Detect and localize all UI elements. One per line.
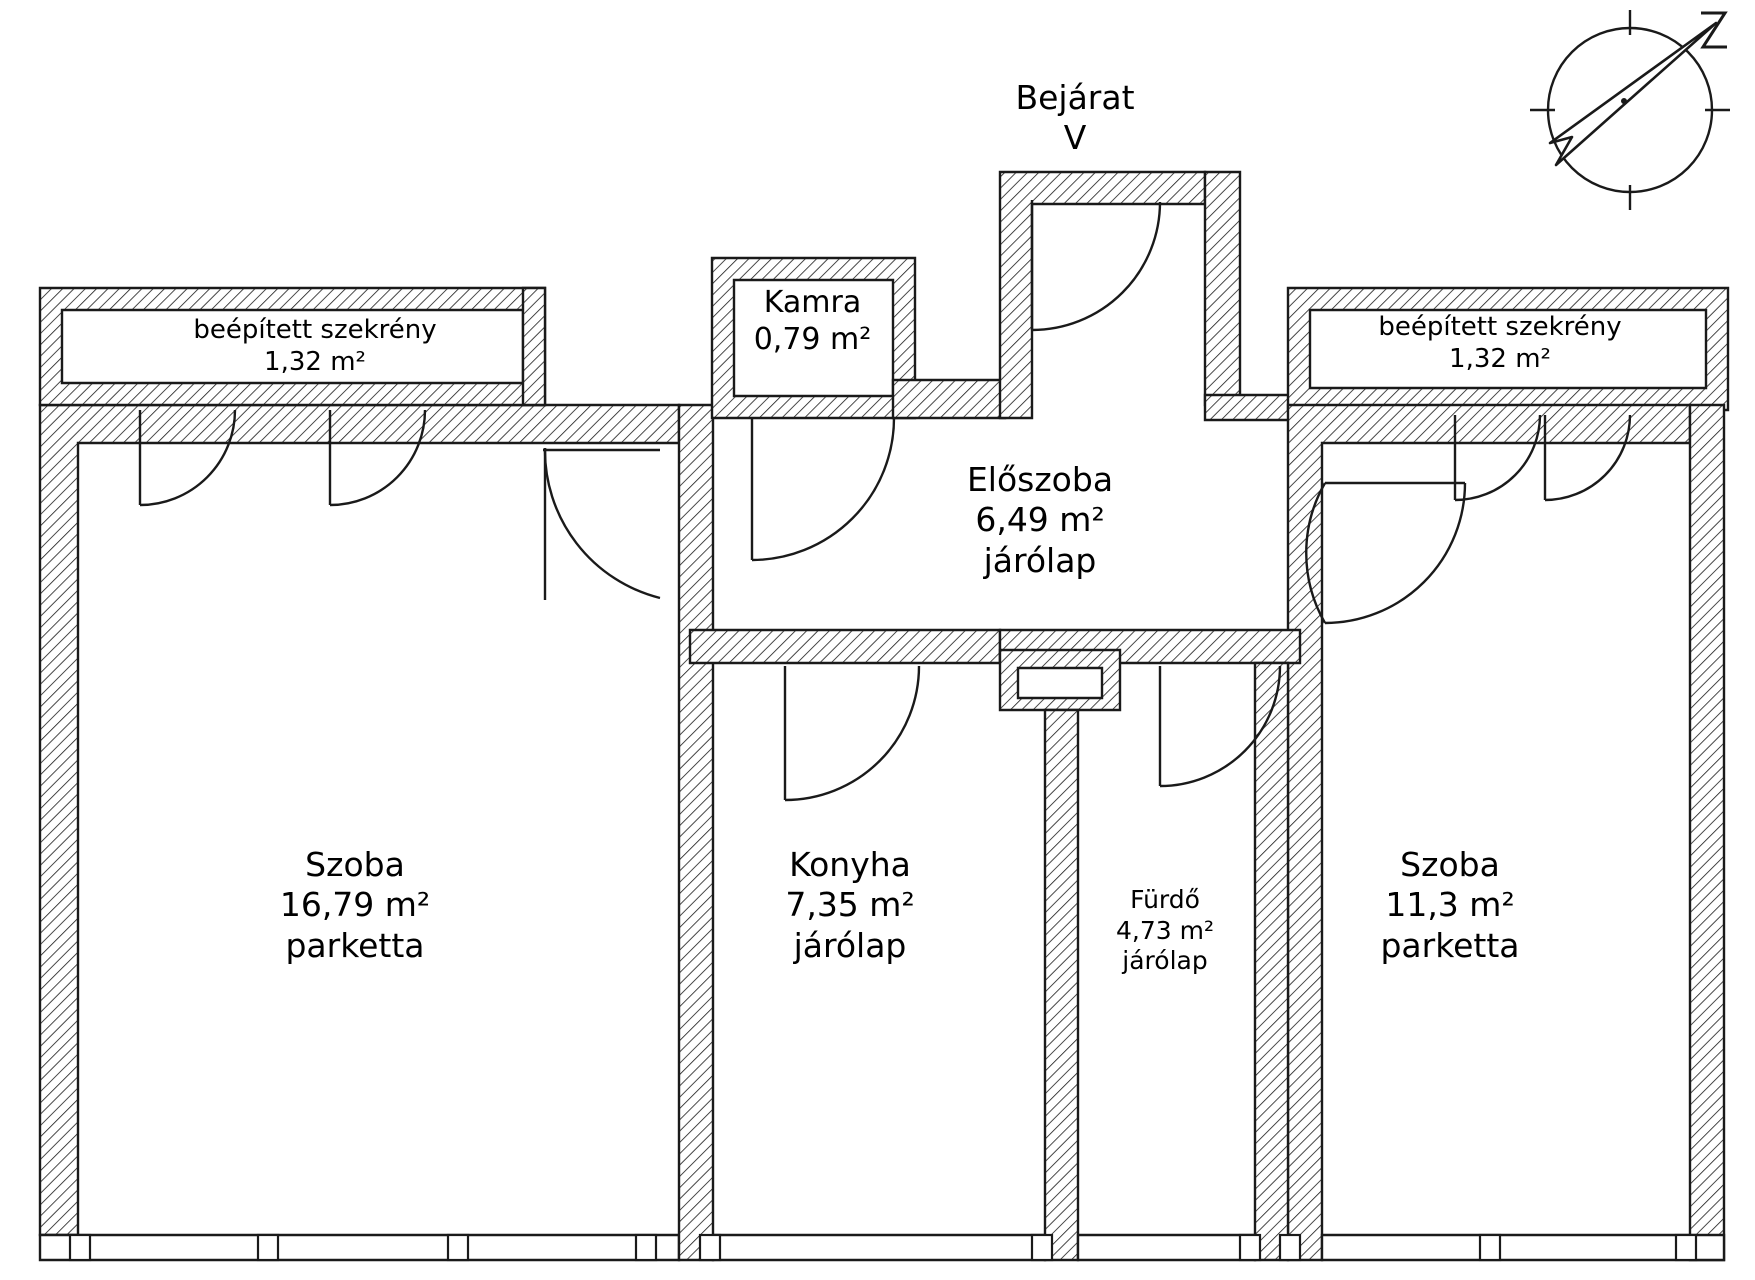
entrance-text: Bejárat [1015, 78, 1135, 117]
room-label-kamra: Kamra 0,79 m² [753, 285, 872, 357]
room-label-szekreny-jobb: beépített szekrény 1,32 m² [1378, 312, 1622, 374]
room-label-szoba-1: Szoba 16,79 m² parketta [279, 845, 431, 965]
entrance-mark: V [1063, 118, 1087, 158]
room-label-eloszoba: Előszoba 6,49 m² járólap [966, 460, 1114, 580]
north-arrow-icon [1520, 5, 1750, 215]
room-label-szekreny-bal: beépített szekrény 1,32 m² [193, 315, 437, 377]
room-label-szoba-2: Szoba 11,3 m² parketta [1380, 845, 1520, 965]
room-label-konyha: Konyha 7,35 m² járólap [785, 845, 915, 965]
walls-group [40, 172, 1728, 1260]
room-label-furdo: Fürdő 4,73 m² járólap [1116, 885, 1214, 975]
